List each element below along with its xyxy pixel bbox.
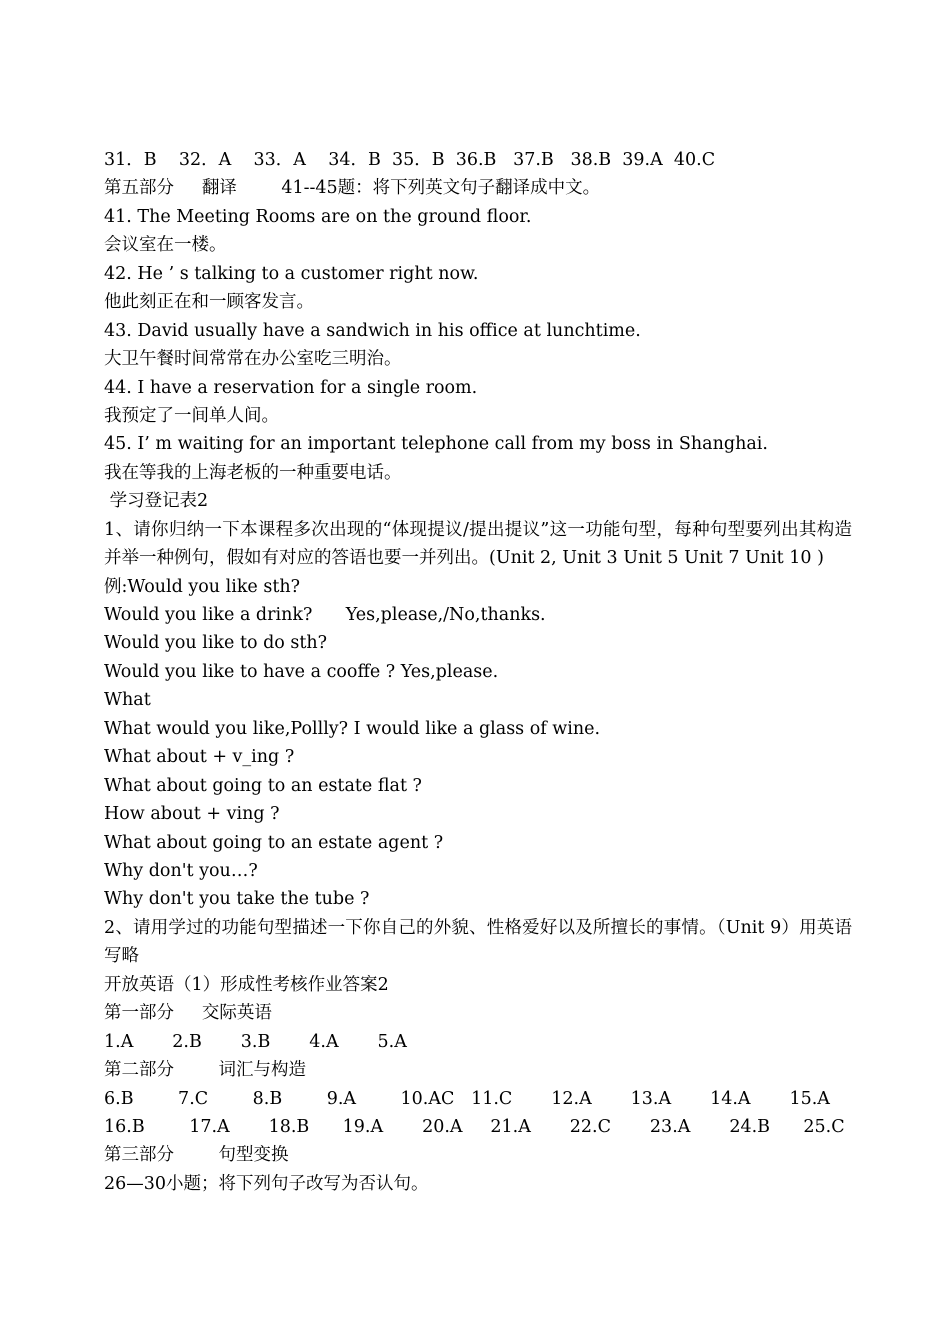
sentence-45-english: 45. I’ m waiting for an important telephone call from my boss in Shanghai.	[104, 434, 768, 455]
sentence-45-chinese: 我在等我的上海老板的一种重要电话。	[104, 462, 402, 483]
example-line: What about going to an estate agent ?	[104, 832, 444, 853]
answer-line-1-5: 1.A 2.B 3.B 4.A 5.A	[104, 1031, 407, 1052]
example-line: Would you like a drink? Yes,please,/No,thanks.	[104, 605, 546, 626]
example-line: Why don't you…?	[104, 860, 258, 881]
example-line: Why don't you take the tube ?	[104, 889, 370, 910]
document-body	[104, 146, 852, 1198]
sentence-42-chinese: 他此刻正在和一顾客发言。	[104, 292, 314, 313]
example-line: 例:Would you like sth?	[104, 576, 301, 597]
sentence-41-english: 41. The Meeting Rooms are on the ground floor.	[104, 206, 532, 227]
example-line: What about + v_ing ?	[104, 747, 295, 768]
example-line: What would you like,Pollly? I would like a glass of wine.	[104, 718, 601, 739]
sentence-44-english: 44. I have a reservation for a single room.	[104, 377, 478, 398]
section-heading-part1: 第一部分 交际英语	[104, 1003, 272, 1024]
sentence-41-chinese: 会议室在一楼。	[104, 235, 227, 256]
question-2-paragraph: 2、请用学过的功能句型描述一下你自己的外貌、性格爱好以及所擅长的事情。（Unit 9）用英语写略	[104, 917, 852, 967]
example-line: Would you like to have a cooffe ? Yes,please.	[104, 661, 499, 682]
answer-key-title: 开放英语（1）形成性考核作业答案2	[104, 974, 389, 995]
question-1-paragraph: 1、请你归纳一下本课程多次出现的“体现提议/提出提议”这一功能句型，每种句型要列出其构造并举一种例句，假如有对应的答语也要一并列出。(Unit 2, Unit 3 Unit 5 Unit 7 Unit 10 )	[104, 519, 852, 569]
instruction-26-30: 26—30小题；将下列句子改写为否认句。	[104, 1173, 429, 1194]
section-heading-part5-translation: 第五部分 翻译 41--45题：将下列英文句子翻译成中文。	[104, 178, 601, 199]
section-heading-part2: 第二部分 词汇与构造	[104, 1060, 307, 1081]
section-heading-part3: 第三部分 句型变换	[104, 1145, 289, 1166]
answer-line-31-40: 31．B 32．A 33．A 34．B 35．B 36.B 37.B 38.B 39.A 40.C	[104, 150, 716, 170]
sentence-43-chinese: 大卫午餐时间常常在办公室吃三明治。	[104, 349, 402, 370]
example-line: Would you like to do sth?	[104, 633, 328, 654]
answer-line-6-15: 6.B 7.C 8.B 9.A 10.AC 11.C 12.A 13.A 14.A 15.A	[104, 1088, 830, 1109]
example-line: What about going to an estate flat ?	[104, 775, 422, 796]
sentence-43-english: 43. David usually have a sandwich in his office at lunchtime.	[104, 320, 641, 341]
sentence-42-english: 42. He ’ s talking to a customer right now.	[104, 263, 479, 284]
answer-line-16-25: 16.B 17.A 18.B 19.A 20.A 21.A 22.C 23.A 24.B 25.C	[104, 1116, 845, 1137]
example-line: How about + ving ?	[104, 804, 280, 825]
sentence-44-chinese: 我预定了一间单人间。	[104, 405, 279, 426]
study-record-heading: 学习登记表2	[104, 491, 209, 512]
example-line: What	[104, 690, 151, 711]
